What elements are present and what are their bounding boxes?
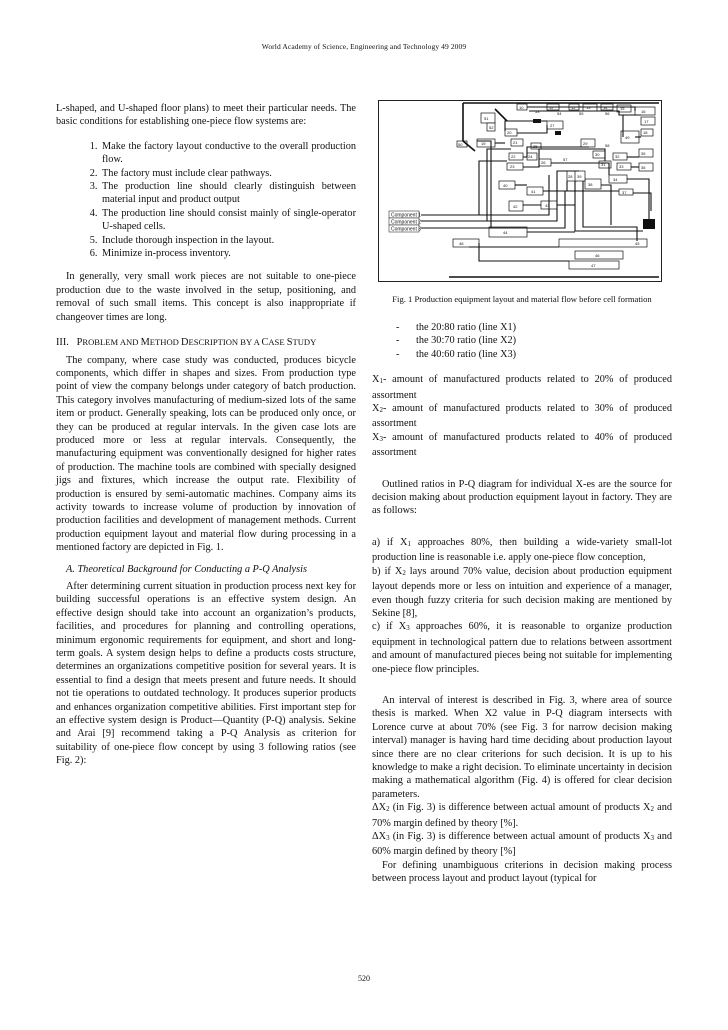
station-number: 15 xyxy=(620,106,625,111)
station-number: 48 xyxy=(459,241,464,246)
station-number: 42 xyxy=(513,204,518,209)
station-number: 56 xyxy=(605,111,610,116)
station-number: 38 xyxy=(588,182,593,187)
left-column xyxy=(56,102,356,768)
station-number: 24 xyxy=(528,154,533,159)
condition-item: 2. The factory must include clear pathways. xyxy=(100,167,356,180)
component-label: Component 3 xyxy=(391,226,422,233)
small-pieces-paragraph: In generally, very small work pieces are not suitable to one-piece production due to the waste involved in the setup, positioning, and removal of such small items. This concept is also inappropriate if changeover times are long. xyxy=(56,271,356,323)
station-number: 45 xyxy=(635,241,640,246)
x-definition: $X_3-$ amount of manufactured products related to 40% of produced assortment xyxy=(372,431,672,459)
ratio-item: - the 30:70 ratio (line X2) xyxy=(396,335,517,347)
station-number: 51 xyxy=(484,116,489,121)
intro-paragraph: L-shaped, and U-shaped floor plans) to meet their particular needs. The basic conditions for establishing one-piece flow systems are: xyxy=(56,103,356,128)
station-number: 19 xyxy=(481,141,486,146)
station-number: 34 xyxy=(613,177,618,182)
station-number: 12 xyxy=(571,105,576,110)
station-number: 58 xyxy=(605,143,610,148)
outlined-paragraph: Outlined ratios in P-Q diagram for individual X-es are the source for decision making about production equipment layout in factory. They are as follows: xyxy=(372,478,672,517)
x-definition: $X_2-$ amount of manufactured products related to 30% of produced assortment xyxy=(372,403,672,430)
station-number: 49 xyxy=(625,135,630,140)
component-label: Component 2 xyxy=(391,219,422,226)
station-number: 55 xyxy=(579,111,584,116)
station-number: 54 xyxy=(557,111,562,116)
station-number: 29 xyxy=(583,141,588,146)
case-a: a) if $X_1$ approaches 80%, then building a wide-variety small-lot production line is reasonable i.e. apply one-piece flow conception, xyxy=(372,536,672,564)
station-number: 47 xyxy=(591,263,596,268)
right-column xyxy=(372,100,672,886)
station-number: 43 xyxy=(545,203,550,208)
ratio-item: - the 20:80 ratio (line X1) xyxy=(396,322,517,333)
station-number: 28 xyxy=(568,174,573,179)
conditions-list xyxy=(56,140,356,261)
station-number: 53 xyxy=(535,109,540,114)
station-number: 37 xyxy=(622,190,627,195)
delta-x2: $\Delta X_2$ (in Fig. 3) is difference between actual amount of products $X_2$ and 70% margin defined by theory [%]. xyxy=(372,802,672,829)
case-c: c) if $X_3$ approaches 60%, it is reasonable to organize production equipment in technological pattern due to relations between assortment and amount of manufactured pieces being not suitable for implementing one-piece flow principles. xyxy=(372,621,672,675)
station-number: 57 xyxy=(563,157,568,162)
station-number: 18 xyxy=(643,130,648,135)
journal-header: World Academy of Science, Engineering and Technology 49 2009 xyxy=(261,42,467,51)
section-heading: III. PROBLEM AND METHOD DESCRIPTION BY A CASE STUDY xyxy=(56,337,317,349)
station-number: 21 xyxy=(513,140,518,145)
station-number: 46 xyxy=(595,253,600,258)
station-number: 10 xyxy=(519,105,524,110)
x-definition: $X_1-$ amount of manufactured products related to 20% of produced assortment xyxy=(372,374,672,401)
station-number: 36 xyxy=(641,165,646,170)
station-number: 26 xyxy=(541,160,546,165)
page-number: 520 xyxy=(358,974,370,983)
condition-item: 1. Make the factory layout conductive to the overall production flow. xyxy=(100,140,356,167)
station-number: 23 xyxy=(510,164,515,169)
station-number: 30 xyxy=(595,152,600,157)
station-number: 32 xyxy=(615,154,620,159)
station-number: 17 xyxy=(644,119,649,124)
station-number: 50 xyxy=(458,142,463,147)
theory-paragraph: After determining current situation in production process next key for building successful operations is an effective system design. An effective design should take into account an organization’s products, facilities, and procedures for planning and controlling operations, minimum ergonomic requirements for equipment, and short and long-term goals. A system design helps to define a products costs structure, determines an organizations competitive position for several years. It is essential to find a design that meets present and future needs. It should not tie operations to outdated technology. It produces superior products and enhances organization competitive abilities. First important step for an effective system design is Product—Quantity (P-Q) analysis. Sekine and Arai [9] recommend taking a P-Q Analysis as criterion for suitability of one-piece flow concept by using 3 following ratios (see Fig. 2): xyxy=(56,581,356,767)
station-number: 33 xyxy=(619,164,624,169)
station-number: 40 xyxy=(503,183,508,188)
delta-x3: $\Delta X_3$ (in Fig. 3) is difference between actual amount of products $X_3$ and 60% margin defined by theory [%] xyxy=(372,831,672,858)
component-label: Component 1 xyxy=(391,212,422,219)
station-number: 13 xyxy=(586,105,591,110)
figure-caption: Fig. 1 Production equipment layout and material flow before cell formation xyxy=(392,294,652,304)
company-paragraph: The company, where case study was conducted, produces bicycle components, which differ in shapes and sizes. From production type point of view the company belongs under category of batch production. This category involves manufacturing of medium-sized lots of the same item or product. Generally speaking, lots can be produced only once, or they can be produced at regular intervals. In the given case lots are produced more or less at regular intervals. Consequently, the manufacturing equipment was conventionally designed for higher rates of production. The machine tools are combined with specially designed jigs and fixtures, which increase the output rate. Flexibility of production is ensured by semi-automatic machines. Company aims its activity towards to increase volume of production by innovation of production facilities and development of management methods. Current production equipment layout and material flow during processing in a mentioned factory are depicted in Fig. 1. xyxy=(56,354,356,554)
unambiguous-paragraph: For defining unambiguous criterions in decision making process between process layout and product layout (typical for xyxy=(372,859,672,885)
station-number: 27 xyxy=(550,123,555,128)
layout-figure xyxy=(378,100,662,282)
station-number: 14 xyxy=(603,105,608,110)
station-number: 52 xyxy=(489,125,494,130)
station-number: 20 xyxy=(507,130,512,135)
condition-item: 5. Include thorough inspection in the layout. xyxy=(100,234,356,247)
ratio-item: - the 40:60 ratio (line X3) xyxy=(396,348,517,360)
station-number: 41 xyxy=(531,189,536,194)
station-number: 16 xyxy=(641,109,646,114)
interval-paragraph: An interval of interest is described in Fig. 3, where area of source thesis is marked. When X2 value in P-Q diagram intersects with Lorence curve at about 70% (see Fig. 3 for narrow decision making interval) manager is having hard time deciding about production layout since there are no clear criterions for such decision. It is up to his knowledge to make a right decision. To eliminate uncertainty in decision making a mathematical algorithm (Fig. 4) is offered for clear decision parameters. xyxy=(372,694,672,800)
condition-item: 4. The production line should consist mainly of single-operator U-shaped cells. xyxy=(100,207,356,234)
station-number: 39 xyxy=(577,174,582,179)
subsection-heading: A. Theoretical Background for Conducting a P-Q Analysis xyxy=(66,563,307,575)
condition-item: 3. The production line should clearly distinguish between material input and product output xyxy=(100,180,356,207)
station-number: 11 xyxy=(549,105,554,110)
condition-item: 6. Minimize in-process inventory. xyxy=(100,247,356,260)
layout-diagram xyxy=(379,101,661,281)
case-b: b) if $X_2$ lays around 70% value, decision about production equipment layout depends more or less on intuition and experience of a manager, even though fuzzy criteria for such decision making are mentioned by Sekine [8], xyxy=(372,565,672,619)
ratio-list xyxy=(372,321,672,361)
station-number: 22 xyxy=(511,154,516,159)
station-number: 31 xyxy=(601,162,606,167)
station-number: 35 xyxy=(641,151,646,156)
station-number: 44 xyxy=(503,230,508,235)
station-number: 25 xyxy=(533,144,538,149)
